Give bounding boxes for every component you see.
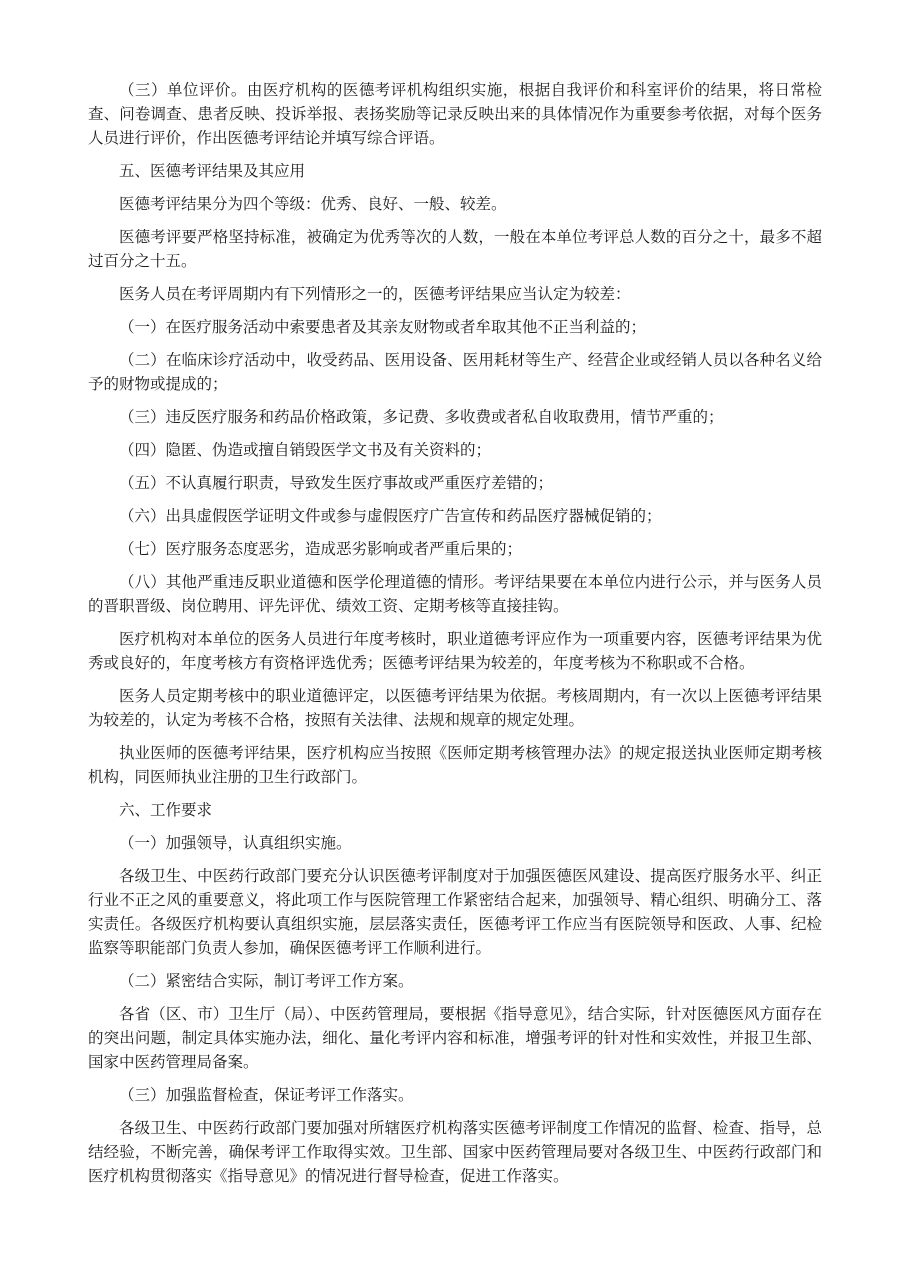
list-item-7: （七）医疗服务态度恶劣，造成恶劣影响或者严重后果的；	[119, 540, 523, 558]
list-item-3: （三）违反医疗服务和药品价格政策，多记费、多收费或者私自收取费用，情节严重的；	[119, 408, 724, 426]
document-page	[88, 78, 822, 1197]
list-item-8: （八）其他严重违反职业道德和医学伦理道德的情形。考评结果要在本单位内进行公示，并与医务人员的晋职晋级、岗位聘用、评先评优、绩效工资、定期考核等直接挂钩。	[88, 573, 822, 615]
section-heading-5: 五、医德考评结果及其应用	[119, 162, 306, 180]
subheading-supervision: （三）加强监督检查，保证考评工作落实。	[119, 1086, 414, 1104]
paragraph-supervision: 各级卫生、中医药行政部门要加强对所辖医疗机构落实医德考评制度工作情况的监督、检查、指导，总结经验，不断完善，确保考评工作取得实效。卫生部、国家中医药管理局要对各级卫生、中医药行政部门和医疗机构贯彻落实《指导意见》的情况进行督导检查，促进工作落实。	[88, 1119, 822, 1185]
section-heading-6: 六、工作要求	[119, 801, 213, 819]
paragraph-physician-results: 执业医师的医德考评结果，医疗机构应当按照《医师定期考核管理办法》的规定报送执业医师定期考核机构，同医师执业注册的卫生行政部门。	[88, 744, 822, 786]
paragraph-grades: 医德考评结果分为四个等级：优秀、良好、一般、较差。	[119, 195, 507, 213]
list-item-4: （四）隐匿、伪造或擅自销毁医学文书及有关资料的；	[119, 441, 492, 459]
list-item-1: （一）在医疗服务活动中索要患者及其亲友财物或者牟取其他不正当利益的；	[119, 318, 647, 336]
paragraph-leadership: 各级卫生、中医药行政部门要充分认识医德考评制度对于加强医德医风建设、提高医疗服务水平、纠正行业不正之风的重要意义，将此项工作与医院管理工作紧密结合起来，加强领导、精心组织、明确分工、落实责任。各级医疗机构要认真组织实施，层层落实责任，医德考评工作应当有医院领导和医政、人事、纪检监察等职能部门负责人参加，确保医德考评工作顺利进行。	[88, 867, 822, 957]
paragraph-periodic-review: 医务人员定期考核中的职业道德评定，以医德考评结果为依据。考核周期内，有一次以上医德考评结果为较差的，认定为考核不合格，按照有关法律、法规和规章的规定处理。	[88, 687, 822, 729]
subheading-practical: （二）紧密结合实际，制订考评工作方案。	[119, 972, 414, 990]
paragraph-unit-evaluation: （三）单位评价。由医疗机构的医德考评机构组织实施，根据自我评价和科室评价的结果，将日常检查、问卷调查、患者反映、投诉举报、表扬奖励等记录反映出来的具体情况作为重要参考依据，对每个医务人员进行评价，作出医德考评结论并填写综合评语。	[88, 81, 822, 147]
paragraph-annual-review: 医疗机构对本单位的医务人员进行年度考核时，职业道德考评应作为一项重要内容，医德考评结果为优秀或良好的，年度考核方有资格评选优秀；医德考评结果为较差的，年度考核为不称职或不合格。	[88, 630, 822, 672]
list-item-6: （六）出具虚假医学证明文件或参与虚假医疗广告宣传和药品医疗器械促销的；	[119, 507, 662, 525]
list-item-2: （二）在临床诊疗活动中，收受药品、医用设备、医用耗材等生产、经营企业或经销人员以各种名义给予的财物或提成的；	[88, 351, 822, 393]
paragraph-practical: 各省（区、市）卫生厅（局）、中医药管理局，要根据《指导意见》，结合实际，针对医德医风方面存在的突出问题，制定具体实施办法，细化、量化考评内容和标准，增强考评的针对性和实效性，并报卫生部、国家中医药管理局备案。	[88, 1005, 822, 1071]
subheading-leadership: （一）加强领导，认真组织实施。	[119, 834, 352, 852]
paragraph-standard: 医德考评要严格坚持标准，被确定为优秀等次的人数，一般在本单位考评总人数的百分之十，最多不超过百分之十五。	[88, 228, 822, 270]
list-item-5: （五）不认真履行职责，导致发生医疗事故或严重医疗差错的；	[119, 474, 554, 492]
paragraph-poor-conditions: 医务人员在考评周期内有下列情形之一的，医德考评结果应当认定为较差：	[119, 285, 631, 303]
